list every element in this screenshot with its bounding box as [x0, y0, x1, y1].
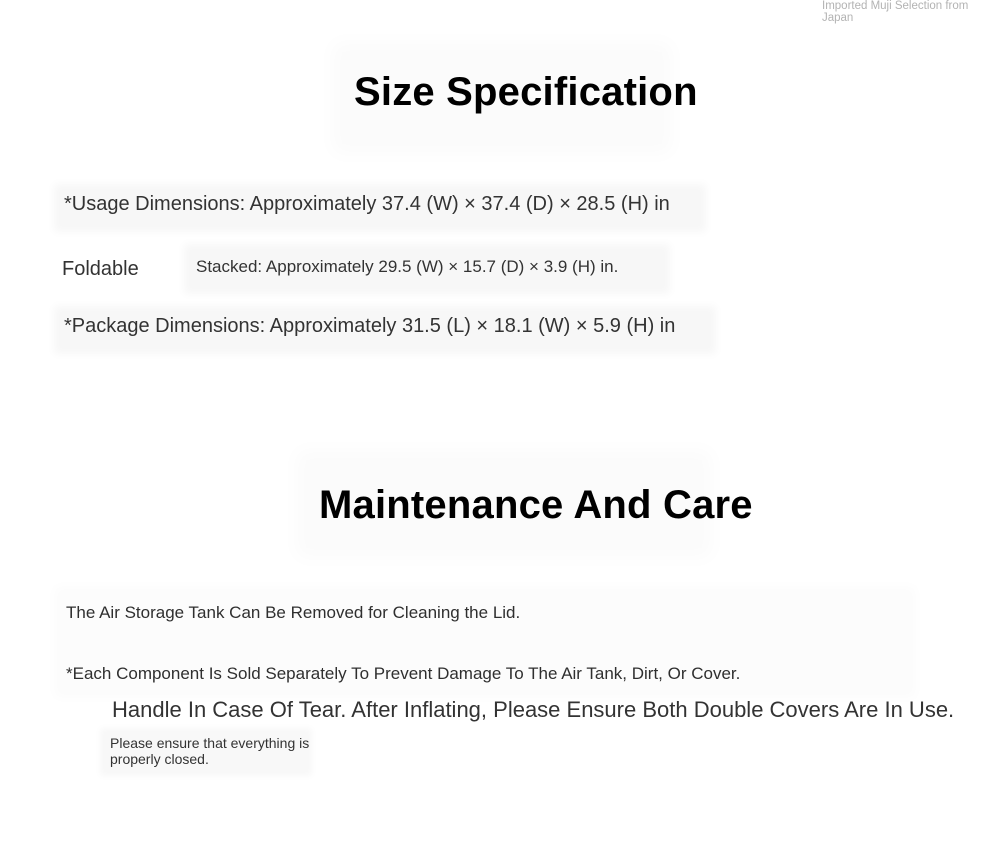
care-instruction-line: The Air Storage Tank Can Be Removed for Cleaning the Lid. [66, 603, 521, 622]
usage-dimensions-text: *Usage Dimensions: Approximately 37.4 (W) × 37.4 (D) × 28.5 (H) in [64, 193, 670, 215]
care-instruction-line: Handle In Case Of Tear. After Inflating, Please Ensure Both Double Covers Are In Use. [112, 697, 955, 722]
closure-note: Please ensure that everything is properly closed. [110, 735, 310, 767]
maintenance-care-title: Maintenance And Care [319, 483, 753, 527]
foldable-label: Foldable [62, 258, 139, 280]
size-specification-title: Size Specification [354, 70, 698, 114]
watermark-text: Imported Muji Selection from Japan [822, 0, 969, 24]
stacked-dimensions-text: Stacked: Approximately 29.5 (W) × 15.7 (D) × 3.9 (H) in. [196, 257, 619, 276]
care-instruction-line: *Each Component Is Sold Separately To Prevent Damage To The Air Tank, Dirt, Or Cover. [66, 664, 741, 683]
package-dimensions-text: *Package Dimensions: Approximately 31.5 (L) × 18.1 (W) × 5.9 (H) in [64, 315, 676, 337]
